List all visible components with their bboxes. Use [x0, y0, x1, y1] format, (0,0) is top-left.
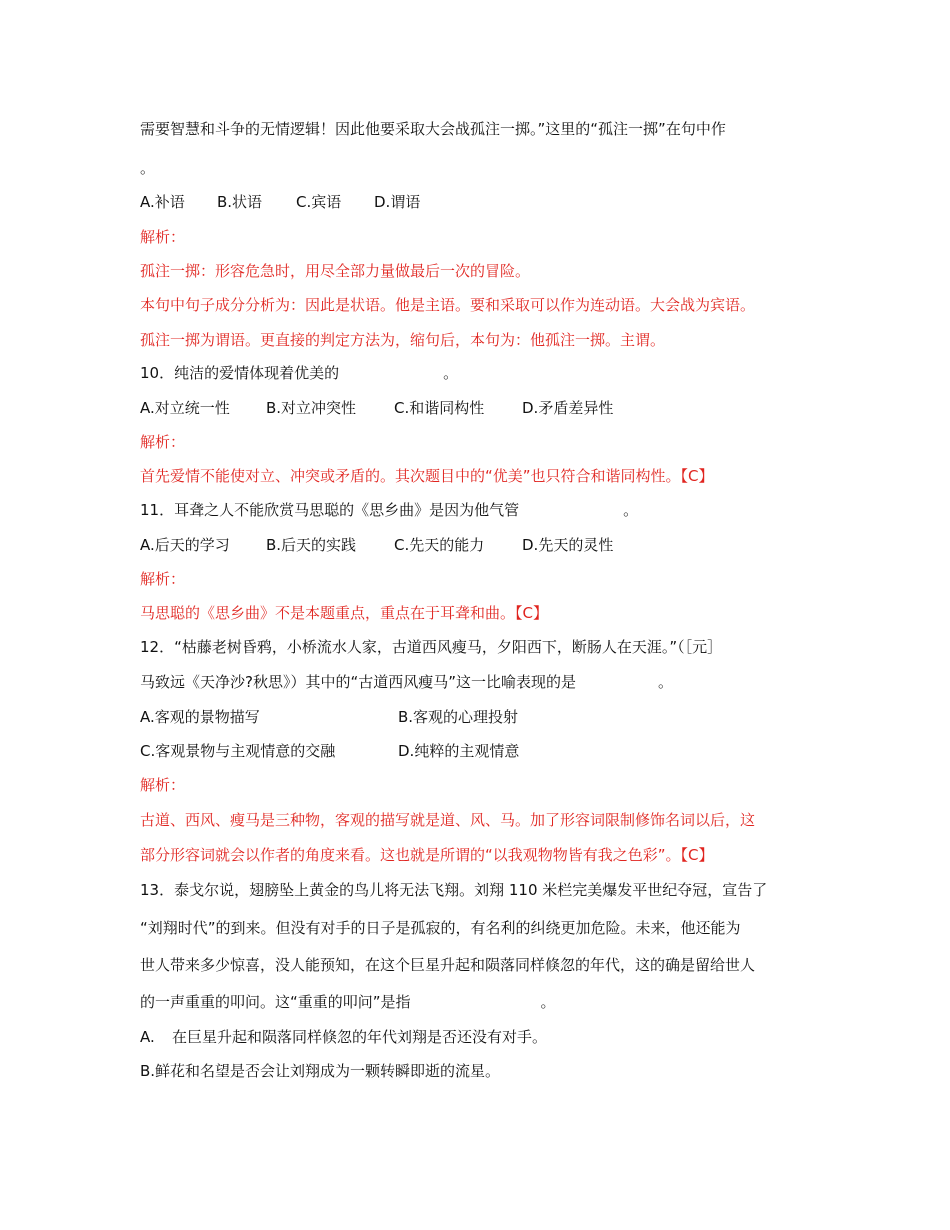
- question-12-stem-line-1: 12．“枯藤老树昏鸦，小桥流水人家，古道西风瘦马，夕阳西下，断肠人在天涯。”（［元］: [140, 638, 723, 656]
- question-9-stem-line-2: 。: [140, 159, 156, 177]
- option-c: C.先天的能力: [394, 536, 485, 554]
- analysis-label: 解析：: [140, 570, 186, 588]
- question-10-text: 10．纯洁的爱情体现着优美的: [140, 364, 340, 382]
- analysis-line-1: 孤注一掷：形容危急时，用尽全部力量做最后一次的冒险。: [140, 262, 531, 280]
- option-a: A.后天的学习: [140, 536, 230, 554]
- analysis-label: 解析：: [140, 776, 186, 794]
- option-b: B.对立冲突性: [266, 399, 357, 417]
- option-d: D.先天的灵性: [522, 536, 614, 554]
- question-9-stem-line-1: 需要智慧和斗争的无情逻辑！因此他要采取大会战孤注一掷。”这里的“孤注一掷”在句中作: [140, 120, 726, 138]
- question-12-text: 马致远《天净沙?秋思》）其中的“古道西风瘦马”这一比喻表现的是: [140, 673, 577, 691]
- question-13-stem-line-4: [140, 992, 820, 1012]
- question-12-end: 。: [658, 673, 674, 691]
- option-b: B.后天的实践: [266, 536, 357, 554]
- analysis-line-2: 部分形容词就会以作者的角度来看。这也就是所谓的“以我观物物皆有我之色彩”。【C】: [140, 846, 714, 864]
- option-c: C.宾语: [296, 193, 342, 211]
- question-13-text: 的一声重重的叩问。这“重重的叩问”是指: [140, 993, 411, 1011]
- analysis-line-1: 古道、西风、瘦马是三种物，客观的描写就是道、风、马。加了形容词限制修饰名词以后，这: [140, 811, 756, 829]
- question-11-stem: [140, 500, 820, 520]
- question-13-stem-line-2: “刘翔时代”的到来。但没有对手的日子是孤寂的，有名利的纠绕更加危险。未来，他还能为: [140, 919, 741, 937]
- question-10-options: [140, 398, 820, 418]
- analysis-label: 解析：: [140, 433, 186, 451]
- analysis-line: 马思聪的《思乡曲》不是本题重点，重点在于耳聋和曲。【C】: [140, 604, 548, 622]
- option-c: C.客观景物与主观情意的交融: [140, 742, 336, 760]
- analysis-line-2: 本句中句子成分分析为：因此是状语。他是主语。要和采取可以作为连动语。大会战为宾语。: [140, 296, 756, 314]
- analysis-label: 解析：: [140, 228, 186, 246]
- option-a-letter: A.: [140, 1028, 155, 1046]
- question-11-end: 。: [623, 501, 639, 519]
- question-13-stem-line-3: 世人带来多少惊喜，没人能预知，在这个巨星升起和陨落同样倏忽的年代，这的确是留给世人: [140, 956, 756, 974]
- question-12-options-row-1: [140, 707, 820, 727]
- question-10-end: 。: [443, 364, 459, 382]
- option-a: A.对立统一性: [140, 399, 230, 417]
- option-d: D.矛盾差异性: [522, 399, 614, 417]
- analysis-line-3: 孤注一掷为谓语。更直接的判定方法为，缩句后，本句为：他孤注一掷。主谓。: [140, 331, 666, 349]
- question-12-stem-line-2: [140, 672, 820, 692]
- question-13-end: 。: [540, 993, 556, 1011]
- question-13-option-a: [140, 1027, 820, 1047]
- option-a-text: 在巨星升起和陨落同样倏忽的年代刘翔是否还没有对手。: [172, 1028, 548, 1046]
- question-13-stem-line-1: 13．泰戈尔说，翅膀坠上黄金的鸟儿将无法飞翔。刘翔 110 米栏完美爆发平世纪夺冠，宣告了: [140, 881, 768, 899]
- question-10-stem: [140, 363, 820, 383]
- option-a: A.客观的景物描写: [140, 708, 260, 726]
- option-d: D.谓语: [374, 193, 421, 211]
- option-b: B.状语: [217, 193, 263, 211]
- option-a: A.补语: [140, 193, 185, 211]
- question-11-options: [140, 535, 820, 555]
- option-b: B.客观的心理投射: [398, 708, 519, 726]
- question-9-options: [140, 192, 820, 212]
- question-13-option-b: B.鲜花和名望是否会让刘翔成为一颗转瞬即逝的流星。: [140, 1062, 501, 1080]
- option-c: C.和谐同构性: [394, 399, 485, 417]
- question-11-text: 11．耳聋之人不能欣赏马思聪的《思乡曲》是因为他气管: [140, 501, 520, 519]
- option-d: D.纯粹的主观情意: [398, 742, 520, 760]
- analysis-line: 首先爱情不能使对立、冲突或矛盾的。其次题目中的“优美”也只符合和谐同构性。【C】: [140, 467, 714, 485]
- question-12-options-row-2: [140, 741, 820, 761]
